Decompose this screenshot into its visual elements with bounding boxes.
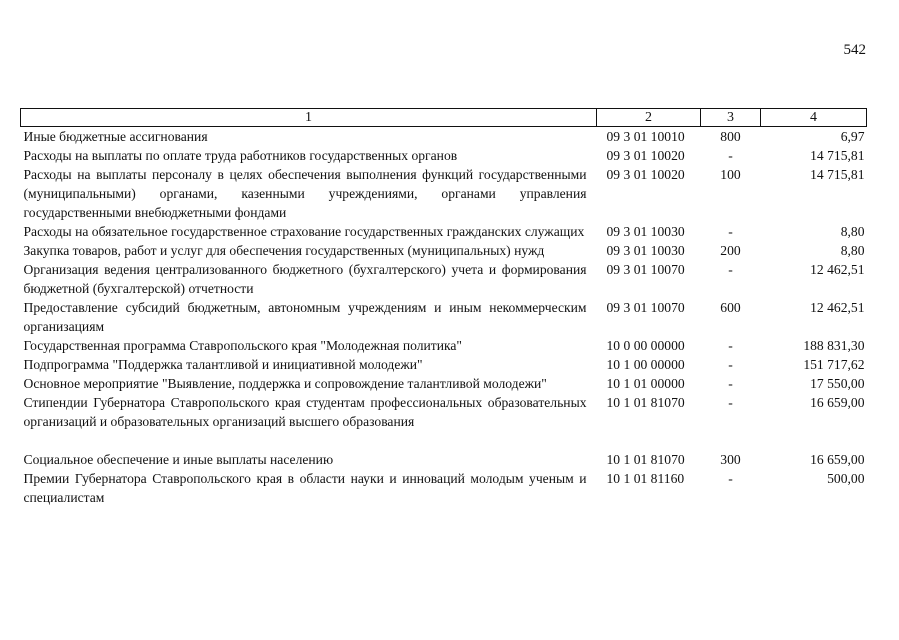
table-row [21,241,867,260]
row-code: 09 3 01 10020 [606,148,685,163]
row-amount: 188 831,30 [803,338,865,353]
row-amount: 14 715,81 [810,167,865,182]
table-row [21,298,867,336]
row-amount: 6,97 [840,129,865,144]
row-name: Организация ведения централизованного бюджетного (бухгалтерского) учета и формирования бюджетной (бухгалтерской) отчетности [23,262,587,296]
column-header-code: 2 [597,109,701,127]
row-code: 10 1 00 00000 [606,357,685,372]
table-row [21,165,867,222]
row-amount: 151 717,62 [803,357,865,372]
row-code: 10 1 01 81070 [606,452,685,467]
row-type: 100 [720,167,741,182]
table-row [21,355,867,374]
row-name: Премии Губернатора Ставропольского края в области науки и инноваций молодым ученым и специалистам [23,471,587,505]
row-amount: 12 462,51 [810,262,865,277]
row-code: 09 3 01 10070 [606,262,685,277]
row-code: 10 0 00 00000 [606,338,685,353]
row-name: Расходы на обязательное государственное страхование государственных гражданских служащих [23,224,585,239]
row-code: 10 1 01 81160 [606,471,685,486]
row-name: Иные бюджетные ассигнования [23,129,208,144]
row-code: 10 1 01 81070 [606,395,685,410]
row-name: Подпрограмма "Поддержка талантливой и инициативной молодежи" [23,357,423,372]
row-name: Социальное обеспечение и иные выплаты населению [23,452,334,467]
row-name: Основное мероприятие "Выявление, поддержка и сопровождение талантливой молодежи" [23,376,547,391]
row-name: Государственная программа Ставропольского края "Молодежная политика" [23,338,462,353]
row-type: 300 [720,452,741,467]
column-header-amount: 4 [761,109,867,127]
row-amount: 16 659,00 [810,452,865,467]
row-amount: 8,80 [840,243,865,258]
row-name: Предоставление субсидий бюджетным, автономным учреждениям и иным некоммерческим организациям [23,300,587,334]
table-row [21,146,867,165]
row-type: - [728,262,733,277]
row-code: 09 3 01 10010 [606,129,685,144]
row-type: 600 [720,300,741,315]
row-name: Расходы на выплаты персоналу в целях обеспечения выполнения функций государственными (муниципальными) органами, казенными учреждениями, органами управления государственными внебюджетными фондами [23,167,587,220]
row-amount: 500,00 [827,471,865,486]
row-name: Стипендии Губернатора Ставропольского края студентам профессиональных образовательных организаций и образовательных организаций высшего образования [23,395,587,429]
row-code: 10 1 01 00000 [606,376,685,391]
table-row [21,450,867,469]
row-type: - [728,395,733,410]
header-row [21,109,867,127]
table-row [21,260,867,298]
row-type: - [728,338,733,353]
row-code: 09 3 01 10070 [606,300,685,315]
row-name: Расходы на выплаты по оплате труда работников государственных органов [23,148,458,163]
table-row [21,336,867,355]
row-type: - [728,357,733,372]
row-amount: 12 462,51 [810,300,865,315]
row-type: - [728,471,733,486]
column-header-type: 3 [701,109,761,127]
table-row [21,393,867,450]
row-type: 800 [720,129,741,144]
table-row [21,469,867,507]
row-amount: 17 550,00 [810,376,865,391]
table-row [21,374,867,393]
budget-table [20,108,867,507]
row-type: - [728,224,733,239]
row-amount: 8,80 [840,224,865,239]
column-header-name: 1 [21,109,597,127]
row-code: 09 3 01 10020 [606,167,685,182]
row-type: 200 [720,243,741,258]
row-name: Закупка товаров, работ и услуг для обеспечения государственных (муниципальных) нужд [23,243,545,258]
row-type: - [728,376,733,391]
page-number: 542 [843,42,866,58]
row-type: - [728,148,733,163]
row-code: 09 3 01 10030 [606,224,685,239]
row-amount: 16 659,00 [810,395,865,410]
table-row [21,222,867,241]
row-amount: 14 715,81 [810,148,865,163]
row-code: 09 3 01 10030 [606,243,685,258]
table-row [21,127,867,147]
